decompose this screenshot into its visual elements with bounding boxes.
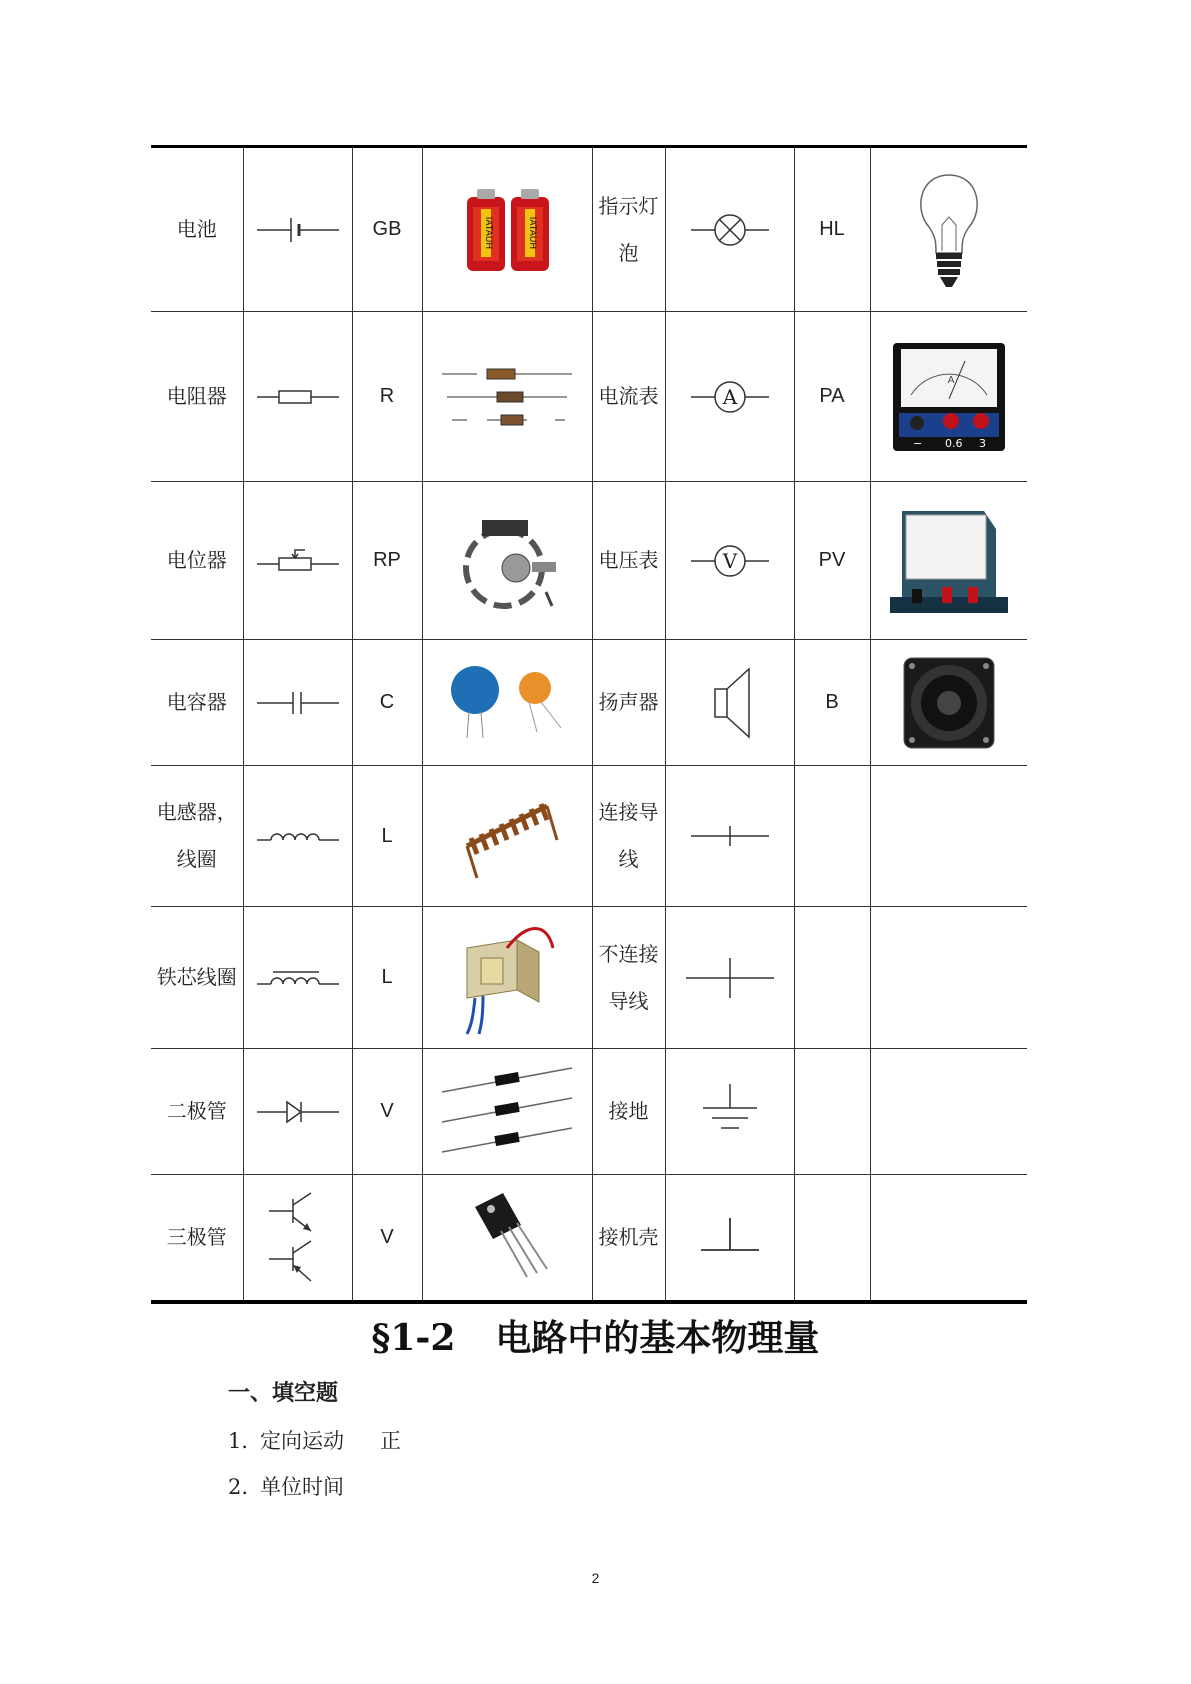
component-code: RP [352, 482, 422, 640]
potentiometer-symbol [243, 482, 352, 640]
section-heading: 电路中的基本物理量 [495, 1317, 820, 1359]
table-row [151, 312, 1027, 482]
resistor-symbol [243, 312, 352, 482]
voltmeter-symbol [665, 482, 794, 640]
component-name: 电压表 [592, 482, 665, 640]
speaker-photo [870, 640, 1027, 766]
component-code [794, 907, 870, 1049]
component-name: 电流表 [592, 312, 665, 482]
component-code: PA [794, 312, 870, 482]
coil-photo [422, 766, 592, 907]
unconnected-wires-symbol [665, 907, 794, 1049]
component-code [794, 1175, 870, 1302]
component-code: V [352, 1175, 422, 1302]
speaker-symbol [665, 640, 794, 766]
page-number: 2 [591, 1570, 600, 1586]
table-row [151, 482, 1027, 640]
component-code: L [352, 907, 422, 1049]
svg-text:A: A [722, 384, 737, 409]
svg-text:IATAUH: IATAUH [483, 216, 493, 249]
empty-cell [870, 1175, 1027, 1302]
component-name: 三极管 [151, 1175, 243, 1302]
svg-text:A: A [947, 374, 955, 386]
section-title [0, 1310, 1191, 1361]
component-name: 不连接导线 [592, 907, 665, 1049]
component-name: 指示灯泡 [592, 147, 665, 312]
resistor-photo [422, 312, 592, 482]
ammeter-photo [870, 312, 1027, 482]
svg-text:0.6: 0.6 [944, 436, 963, 450]
transistor-symbol [243, 1175, 352, 1302]
component-name: 二极管 [151, 1049, 243, 1175]
component-code: GB [352, 147, 422, 312]
battery-symbol [243, 147, 352, 312]
potentiometer-photo [422, 482, 592, 640]
table-row [151, 907, 1027, 1049]
answer-line [228, 1471, 344, 1501]
table-row [151, 1049, 1027, 1175]
component-code: L [352, 766, 422, 907]
table-row [151, 1175, 1027, 1302]
answer-number: 2. [228, 1475, 249, 1499]
connected-wires-symbol [665, 766, 794, 907]
component-name: 连接导线 [592, 766, 665, 907]
ammeter-symbol [665, 312, 794, 482]
component-code: PV [794, 482, 870, 640]
component-code [794, 766, 870, 907]
svg-text:−: − [912, 436, 922, 450]
answer-extra: 正 [380, 1429, 402, 1453]
answer-number: 1. [228, 1429, 249, 1453]
chassis-symbol [665, 1175, 794, 1302]
component-name: 电阻器 [151, 312, 243, 482]
empty-cell [870, 907, 1027, 1049]
svg-text:3: 3 [978, 436, 986, 450]
answer-text: 单位时间 [260, 1475, 345, 1499]
table-row [151, 766, 1027, 907]
ground-symbol [665, 1049, 794, 1175]
component-code: B [794, 640, 870, 766]
inductor-symbol [243, 766, 352, 907]
component-code: C [352, 640, 422, 766]
svg-text:V: V [722, 548, 737, 573]
transformer-photo [422, 907, 592, 1049]
component-name: 扬声器 [592, 640, 665, 766]
transistor-photo [422, 1175, 592, 1302]
lamp-photo [870, 147, 1027, 312]
component-name: 铁芯线圈 [151, 907, 243, 1049]
component-code: R [352, 312, 422, 482]
component-name: 电感器，线圈 [151, 766, 243, 907]
diode-symbol [243, 1049, 352, 1175]
component-code: V [352, 1049, 422, 1175]
lamp-symbol [665, 147, 794, 312]
component-name: 接地 [592, 1049, 665, 1175]
component-name: 电容器 [151, 640, 243, 766]
iron-core-coil-symbol [243, 907, 352, 1049]
component-name: 电池 [151, 147, 243, 312]
component-code: HL [794, 147, 870, 312]
svg-text:IATAUH: IATAUH [527, 216, 537, 249]
subsection-heading: 一、填空题 [228, 1380, 339, 1406]
component-symbol-table [151, 145, 1027, 1304]
table-row [151, 147, 1027, 312]
empty-cell [870, 766, 1027, 907]
empty-cell [870, 1049, 1027, 1175]
answer-text: 定向运动 [260, 1429, 345, 1453]
battery-photo [422, 147, 592, 312]
component-code [794, 1049, 870, 1175]
section-number: §1-2 [371, 1317, 456, 1359]
capacitor-symbol [243, 640, 352, 766]
component-name: 接机壳 [592, 1175, 665, 1302]
capacitor-photo [422, 640, 592, 766]
diode-photo [422, 1049, 592, 1175]
table-row [151, 640, 1027, 766]
voltmeter-photo [870, 482, 1027, 640]
component-name: 电位器 [151, 482, 243, 640]
answer-line [228, 1425, 401, 1455]
